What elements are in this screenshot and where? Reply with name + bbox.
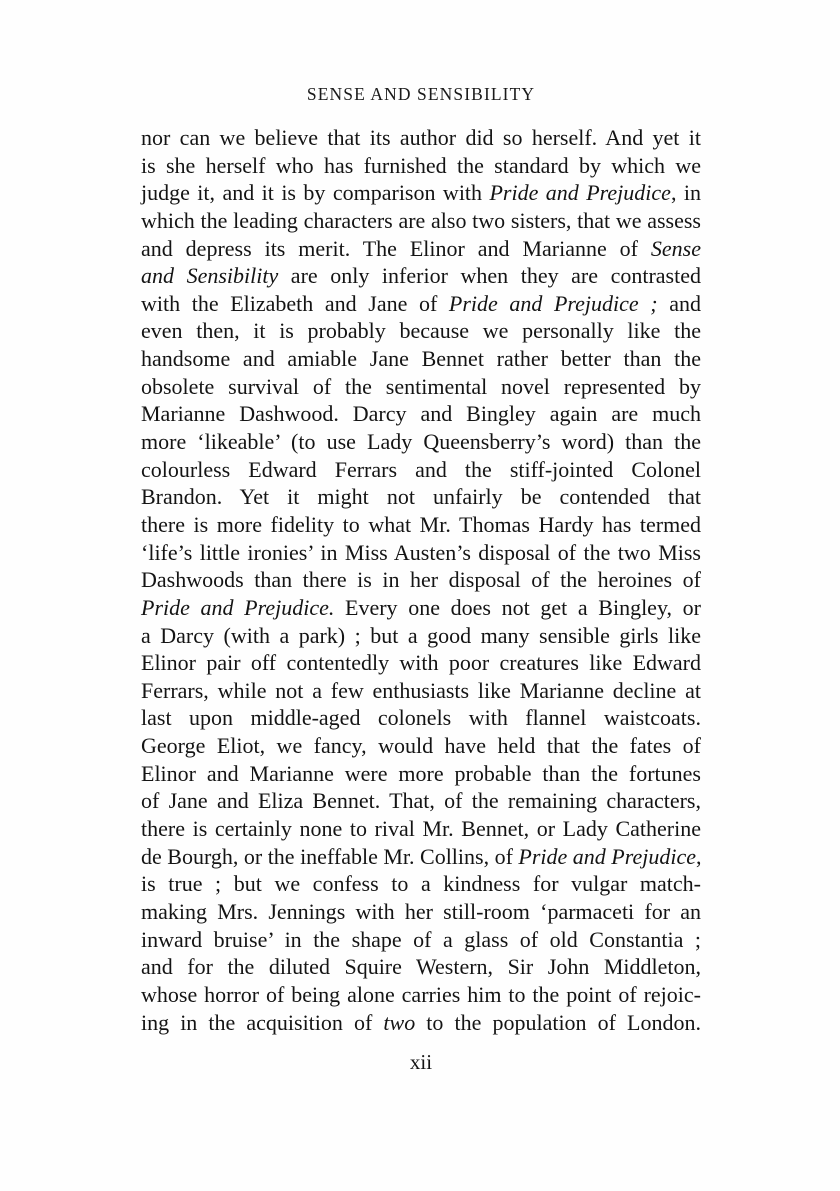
body-text	[141, 124, 701, 1036]
text-line	[141, 179, 701, 207]
text-run: judge it, and it is by comparison with	[141, 180, 490, 206]
text-run: there is more fidelity to what Mr. Thomas Hardy has termed	[141, 511, 701, 537]
italic-title: Pride and Prejudice	[518, 843, 697, 869]
text-line	[141, 622, 701, 650]
text-run: making Mrs. Jennings with her still-room ‘parmaceti for an	[141, 898, 701, 924]
text-run: , in	[670, 180, 701, 206]
text-line	[141, 373, 701, 401]
text-line	[141, 483, 701, 511]
text-run: George Eliot, we fancy, would have held that the fates of	[141, 733, 701, 759]
text-run: nor can we believe that its author did so herself. And yet it	[141, 125, 701, 150]
text-run: ,	[696, 843, 702, 869]
text-run: more ‘likeable’ (to use Lady Queensberry’s word) than the	[141, 429, 701, 455]
italic-title: two	[383, 1009, 416, 1035]
text-run: ing in the acquisition of	[141, 1009, 384, 1035]
text-line	[141, 815, 701, 843]
text-run: and	[657, 290, 701, 316]
text-run: whose horror of being alone carries him to the point of rejoic-	[141, 981, 701, 1007]
text-run: are only inferior when they are contrasted	[278, 263, 701, 289]
text-line	[141, 760, 701, 788]
text-run: obsolete survival of the sentimental novel represented by	[141, 373, 701, 399]
text-run: and for the diluted Squire Western, Sir John Middleton,	[141, 954, 701, 980]
text-run: inward bruise’ in the shape of a glass of old Constantia ;	[141, 926, 701, 952]
text-line	[141, 511, 701, 539]
text-line	[141, 704, 701, 732]
text-run: Ferrars, while not a few enthusiasts like Marianne decline at	[141, 677, 701, 703]
text-line	[141, 953, 701, 981]
text-line	[141, 456, 701, 484]
text-run: even then, it is probably because we personally like the	[141, 318, 701, 344]
text-line	[141, 345, 701, 373]
text-line	[141, 539, 701, 567]
text-line	[141, 400, 701, 428]
text-line	[141, 290, 701, 318]
text-line	[141, 594, 701, 622]
text-run: Marianne Dashwood. Darcy and Bingley again are much	[141, 401, 701, 427]
text-line	[141, 732, 701, 760]
text-run: handsome and amiable Jane Bennet rather better than the	[141, 346, 701, 372]
text-line	[141, 649, 701, 677]
text-line	[141, 566, 701, 594]
text-line	[141, 926, 701, 954]
text-run: to the population of London.	[415, 1009, 701, 1035]
italic-title: Sense	[650, 235, 701, 261]
page-number: xii	[409, 1050, 433, 1074]
text-line	[141, 262, 701, 290]
text-line	[141, 1009, 701, 1037]
text-run: ‘life’s little ironies’ in Miss Austen’s disposal of the two Miss	[141, 539, 701, 565]
text-line	[141, 870, 701, 898]
text-run: Elinor pair off contentedly with poor creatures like Edward	[141, 650, 701, 676]
text-run: Every one does not get a Bingley, or	[334, 594, 701, 620]
text-line	[141, 317, 701, 345]
text-line	[141, 207, 701, 235]
text-run: there is certainly none to rival Mr. Bennet, or Lady Catherine	[141, 816, 701, 842]
text-run: is she herself who has furnished the standard by which we	[141, 152, 701, 178]
text-line	[141, 981, 701, 1009]
text-run: a Darcy (with a park) ; but a good many sensible girls like	[141, 622, 701, 648]
italic-title: and Sensibility	[141, 263, 279, 289]
text-run: Brandon. Yet it might not unfairly be contended that	[141, 484, 701, 510]
text-line	[141, 787, 701, 815]
text-line	[141, 898, 701, 926]
text-line	[141, 428, 701, 456]
italic-title: Pride and Prejudice.	[141, 594, 335, 620]
text-run: is true ; but we confess to a kindness for vulgar match-	[141, 871, 701, 897]
text-run: de Bourgh, or the ineffable Mr. Collins, of	[141, 843, 519, 869]
text-run: colourless Edward Ferrars and the stiff-jointed Colonel	[141, 456, 701, 482]
text-line	[141, 677, 701, 705]
text-line	[141, 124, 701, 152]
text-run: and depress its merit. The Elinor and Marianne of	[141, 235, 651, 261]
italic-title: Pride and Prejudice	[489, 180, 671, 206]
text-line	[141, 843, 701, 871]
text-run: last upon middle-aged colonels with flannel waistcoats.	[141, 705, 701, 731]
text-run: Dashwoods than there is in her disposal of the heroines of	[141, 567, 701, 593]
text-run: Elinor and Marianne were more probable than the fortunes	[141, 760, 701, 786]
running-head: SENSE AND SENSIBILITY	[306, 84, 536, 104]
text-line	[141, 152, 701, 180]
text-run: of Jane and Eliza Bennet. That, of the remaining characters,	[141, 788, 701, 814]
text-run: which the leading characters are also two sisters, that we assess	[141, 207, 701, 233]
text-run: with the Elizabeth and Jane of	[141, 290, 449, 316]
text-line	[141, 235, 701, 263]
italic-title: Pride and Prejudice ;	[448, 290, 658, 316]
